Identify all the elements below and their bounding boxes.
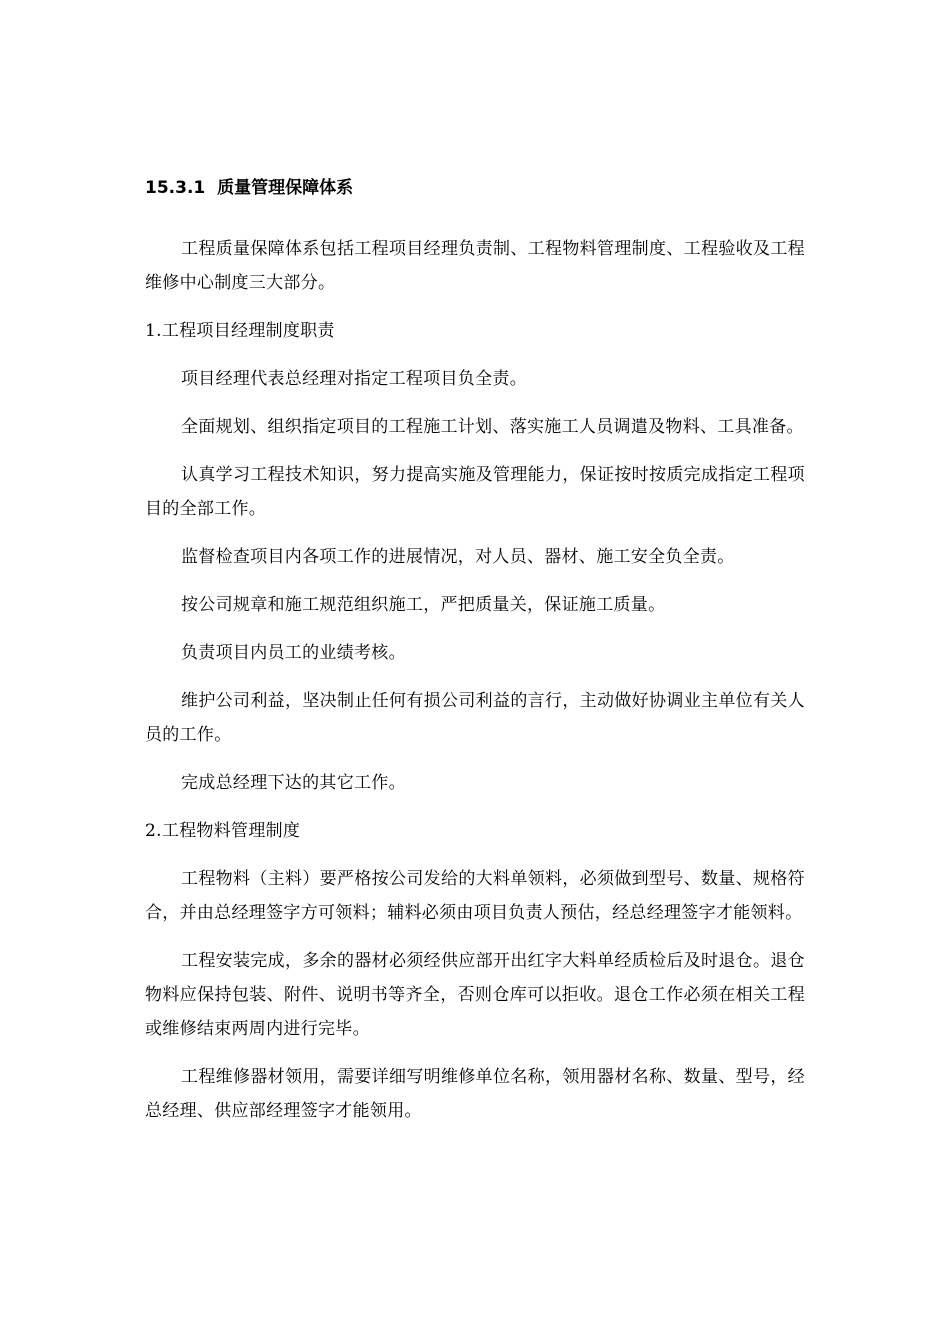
part1-item: 全面规划、组织指定项目的工程施工计划、落实施工人员调遣及物料、工具准备。 <box>181 417 804 437</box>
part1-item: 按公司规章和施工规范组织施工，严把质量关，保证施工质量。 <box>181 595 666 615</box>
part1-item: 监督检查项目内各项工作的进展情况，对人员、器材、施工安全负全责。 <box>181 547 735 567</box>
part1-item: 负责项目内员工的业绩考核。 <box>181 643 406 663</box>
part1-item: 维护公司利益，坚决制止任何有损公司利益的言行，主动做好协调业主单位有关人员的工作。 <box>145 691 805 745</box>
part2-item: 工程维修器材领用，需要详细写明维修单位名称，领用器材名称、数量、型号，经总经理、供应部经理签字才能领用。 <box>145 1067 805 1121</box>
part1-item: 认真学习工程技术知识，努力提高实施及管理能力，保证按时按质完成指定工程项目的全部工作。 <box>145 465 805 519</box>
part2-item: 工程物料（主料）要严格按公司发给的大料单领料，必须做到型号、数量、规格符合，并由总经理签字方可领料；辅料必须由项目负责人预估，经总经理签字才能领料。 <box>145 869 805 923</box>
part1-item: 项目经理代表总经理对指定工程项目负全责。 <box>181 369 527 389</box>
part1-title: 1.工程项目经理制度职责 <box>145 321 335 341</box>
part2-item: 工程安装完成，多余的器材必须经供应部开出红字大料单经质检后及时退仓。退仓物料应保持包装、附件、说明书等齐全，否则仓库可以拒收。退仓工作必须在相关工程或维修结束两周内进行完毕。 <box>145 951 805 1039</box>
document-page <box>145 174 805 1142</box>
part2-title: 2.工程物料管理制度 <box>145 821 301 841</box>
part1-item: 完成总经理下达的其它工作。 <box>181 773 406 793</box>
intro-paragraph: 工程质量保障体系包括工程项目经理负责制、工程物料管理制度、工程验收及工程维修中心制度三大部分。 <box>145 239 805 293</box>
section-heading: 15.3.1 质量管理保障体系 <box>145 178 354 198</box>
